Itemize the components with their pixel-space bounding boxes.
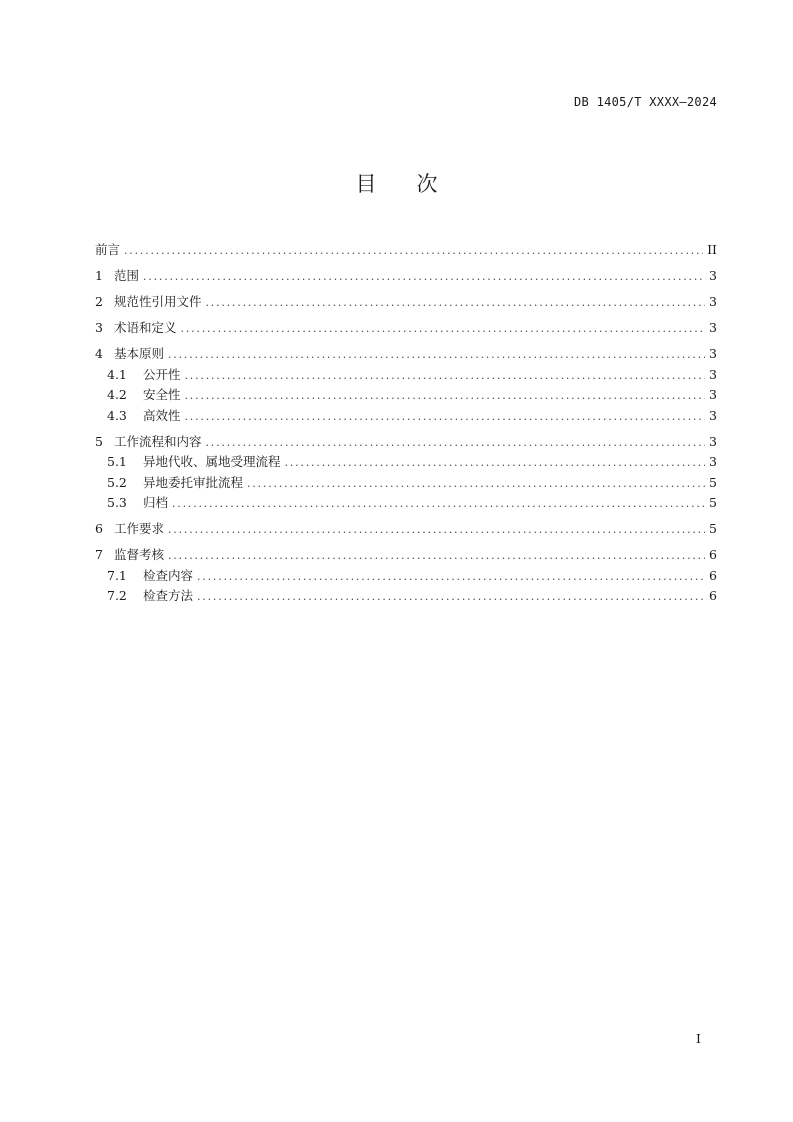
toc-entry[interactable] xyxy=(95,473,717,494)
toc-entry-number: 4.1 xyxy=(107,366,127,382)
toc-entry-number: 6 xyxy=(95,521,103,536)
toc-entry-number: 1 xyxy=(95,268,103,283)
toc-entry[interactable] xyxy=(95,406,717,427)
dot-leader xyxy=(206,436,705,449)
toc-entry-label: 术语和定义 xyxy=(114,320,177,335)
dot-leader xyxy=(185,410,705,423)
toc-entry-label: 规范性引用文件 xyxy=(114,294,202,309)
dot-leader xyxy=(197,590,705,603)
toc-entry-label: 工作流程和内容 xyxy=(114,433,202,449)
toc-entry-page: 6 xyxy=(709,567,717,583)
dot-leader xyxy=(247,477,705,490)
title-char-1: 目 xyxy=(355,172,377,196)
dot-leader xyxy=(285,456,705,469)
toc-entry-page: 6 xyxy=(709,547,717,562)
toc-entry-label: 归档 xyxy=(143,495,169,510)
toc-entry[interactable] xyxy=(95,519,717,540)
dot-leader xyxy=(206,296,705,309)
toc-entry-page: 5 xyxy=(709,495,717,510)
toc-entry[interactable] xyxy=(95,385,717,406)
dot-leader xyxy=(181,322,705,335)
toc-entry-page: 3 xyxy=(709,433,717,449)
dot-leader xyxy=(143,270,705,283)
toc-entry[interactable] xyxy=(95,566,717,587)
dot-leader xyxy=(197,570,705,583)
toc-entry-number: 5.1 xyxy=(107,454,127,469)
toc-entry-number: 7.1 xyxy=(107,567,127,583)
toc-entry-page: 3 xyxy=(709,346,717,361)
dot-leader xyxy=(168,549,705,562)
toc-entry-label: 范围 xyxy=(114,268,140,283)
toc-entry-label: 检查方法 xyxy=(143,588,194,603)
toc-entry-page: 6 xyxy=(709,588,717,603)
toc-entry-label: 监督考核 xyxy=(114,547,165,562)
toc-entry[interactable] xyxy=(95,318,717,339)
toc-entry-page: II xyxy=(707,242,717,257)
page-number: I xyxy=(696,1031,701,1046)
toc-entry-label: 前言 xyxy=(95,242,121,257)
toc-entry-page: 5 xyxy=(709,521,717,536)
toc-entry[interactable] xyxy=(95,344,717,365)
dot-leader xyxy=(172,497,705,510)
toc-entry[interactable] xyxy=(95,586,717,607)
toc-entry-page: 3 xyxy=(709,294,717,309)
toc-entry-label: 安全性 xyxy=(143,387,181,402)
toc-entry-number: 5.3 xyxy=(107,495,127,510)
toc-entry-number: 7.2 xyxy=(107,588,127,603)
toc-entry[interactable] xyxy=(95,365,717,386)
toc-entry-number: 5 xyxy=(95,433,103,449)
toc-entry-label: 异地代收、属地受理流程 xyxy=(143,454,281,469)
toc-entry-number: 7 xyxy=(95,547,103,562)
document-number: DB 1405/T XXXX—2024 xyxy=(574,95,717,109)
toc-entry-label: 工作要求 xyxy=(114,521,165,536)
toc-entry[interactable] xyxy=(95,240,717,261)
dot-leader xyxy=(185,389,705,402)
title-char-2: 次 xyxy=(416,172,438,196)
toc-entry-page: 3 xyxy=(709,366,717,382)
table-of-contents xyxy=(95,240,717,607)
toc-entry-number: 3 xyxy=(95,320,103,335)
toc-entry[interactable] xyxy=(95,493,717,514)
toc-entry-page: 3 xyxy=(709,320,717,335)
toc-entry[interactable] xyxy=(95,292,717,313)
toc-entry-number: 2 xyxy=(95,294,103,309)
dot-leader xyxy=(185,369,705,382)
toc-entry[interactable] xyxy=(95,452,717,473)
toc-entry-number: 4.2 xyxy=(107,387,127,402)
toc-entry-label: 检查内容 xyxy=(143,567,194,583)
toc-entry-page: 3 xyxy=(709,407,717,423)
toc-entry-label: 公开性 xyxy=(143,366,181,382)
dot-leader xyxy=(168,523,705,536)
toc-entry[interactable] xyxy=(95,432,717,453)
toc-entry[interactable] xyxy=(95,266,717,287)
toc-entry-label: 基本原则 xyxy=(114,346,165,361)
dot-leader xyxy=(124,244,703,257)
page-title xyxy=(0,168,793,198)
toc-entry-page: 3 xyxy=(709,454,717,469)
toc-entry-page: 3 xyxy=(709,387,717,402)
toc-entry-label: 异地委托审批流程 xyxy=(143,474,244,490)
toc-entry-number: 4 xyxy=(95,346,103,361)
toc-entry-number: 4.3 xyxy=(107,407,127,423)
toc-entry-number: 5.2 xyxy=(107,474,127,490)
toc-entry-page: 5 xyxy=(709,474,717,490)
toc-entry[interactable] xyxy=(95,545,717,566)
toc-entry-page: 3 xyxy=(709,268,717,283)
dot-leader xyxy=(168,348,705,361)
toc-entry-label: 高效性 xyxy=(143,407,181,423)
